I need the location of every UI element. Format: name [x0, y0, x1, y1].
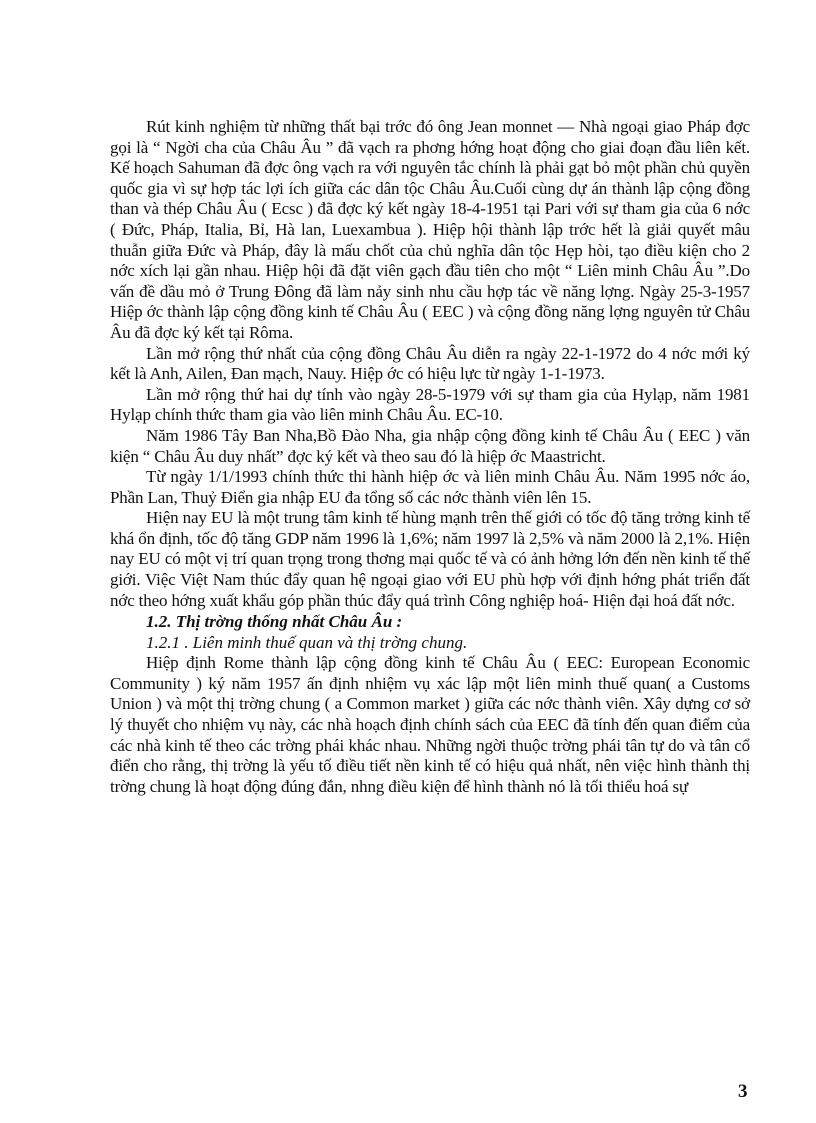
- subsection-heading-1-2-1: 1.2.1 . Liên minh thuế quan và thị trờng chung.: [146, 633, 468, 653]
- page-number: 3: [738, 1081, 748, 1102]
- paragraph-first-enlargement: Lần mở rộng thứ nhất của cộng đồng Châu Âu diễn ra ngày 22-1-1972 do 4 nớc mới ký kết là Anh, Ailen, Đan mạch, Nauy. Hiệp ớc có hiệu lực từ ngày 1-1-1973.: [110, 343, 750, 384]
- paragraph-1986-accession: Năm 1986 Tây Ban Nha,Bồ Đào Nha, gia nhập cộng đồng kinh tế Châu Âu ( EEC ) văn kiện “ Châu Âu duy nhất” đợc ký kết và theo sau đó là hiệp ớc Maastricht.: [110, 425, 750, 466]
- paragraph-rome-agreement: Hiệp định Rome thành lập cộng đồng kinh tế Châu Âu ( EEC: European Economic Community ) ký năm 1957 ấn định nhiệm vụ xác lập một liên minh thuế quan( a Customs Union ) và một thị trờng chung ( a Common market ) giữa các nớc thành viên. Xây dựng cơ sở lý thuyết cho nhiệm vụ này, các nhà hoạch định chính sách của EEC đã tính đến quan điểm của các nhà kinh tế theo các trờng phái khác nhau. Những ngời thuộc trờng phái tân tự do và tân cổ điển cho rằng, thị trờng là yếu tố điều tiết nền kinh tế có hiệu quả nhất, nên việc hình thành thị trờng chung là hoạt động đúng đắn, nhng điều kiện để hình thành nó là tối thiểu hoá sự: [110, 653, 750, 796]
- paragraph-eu-economy: Hiện nay EU là một trung tâm kinh tế hùng mạnh trên thế giới có tốc độ tăng trởng kinh tế khá ổn định, tốc độ tăng GDP năm 1996 là 1,6%; năm 1997 là 2,5% và năm 2000 là 2,1%. Hiện nay EU có một vị trí quan trọng trong thơng mại quốc tế và có ảnh hởng lớn đến nền kinh tế thế giới. Việc Việt Nam thúc đẩy quan hệ ngoại giao với EU phù hợp với định hớng phát triển đất nớc theo hớng xuất khẩu góp phần thúc đẩy quá trình Công nghiệp hoá- Hiện đại hoá đất nớc.: [110, 508, 750, 610]
- page-body: [110, 117, 750, 797]
- section-heading-1-2: 1.2. Thị trờng thống nhất Châu Âu :: [146, 612, 403, 632]
- paragraph-1993-treaty: Từ ngày 1/1/1993 chính thức thi hành hiệp ớc và liên minh Châu Âu. Năm 1995 nớc áo, Phần Lan, Thuỷ Điển gia nhập EU đa tổng số các nớc thành viên lên 15.: [110, 467, 750, 507]
- paragraph-second-enlargement: Lần mở rộng thứ hai dự tính vào ngày 28-5-1979 với sự tham gia của Hylạp, năm 1981 Hylạp chính thức tham gia vào liên minh Châu Âu. EC-10.: [110, 384, 750, 425]
- paragraph-jean-monnet: Rút kinh nghiệm từ những thất bại trớc đó ông Jean monnet — Nhà ngoại giao Pháp đợc gọi là “ Ngời cha của Châu Âu ” đã vạch ra phơng hớng hoạt động cho giai đoạn đầu liên kết. Kế hoạch Sahuman đã đợc ông vạch ra với nguyên tắc chính là phải gạt bỏ một phần chủ quyền quốc gia vì sự hợp tác lợi ích giữa các dân tộc Châu Âu.Cuối cùng dự án thành lập cộng đồng than và thép Châu Âu ( Ecsc ) đã đợc ký kết ngày 18-4-1951 tại Pari với sự tham gia của 6 nớc ( Đức, Pháp, Italia, Bỉ, Hà lan, Luexambua ). Hiệp hội thành lập trớc hết là giải quyết mâu thuẫn giữa Đức và Pháp, đây là mấu chốt của chủ nghĩa dân tộc Hẹp hòi, tạo điều kiện cho 2 nớc xích lại gần nhau. Hiệp hội đã đặt viên gạch đầu tiên cho một “ Liên minh Châu Âu ”.Do vấn đề dầu mỏ ở Trung Đông đã làm nảy sinh nhu cầu hợp tác về năng lợng. Ngày 25-3-1957 Hiệp ớc thành lập cộng đồng kinh tế Châu Âu ( EEC ) và cộng đồng năng lợng nguyên tử Châu Âu đã đợc ký kết tại Rôma.: [110, 117, 750, 342]
